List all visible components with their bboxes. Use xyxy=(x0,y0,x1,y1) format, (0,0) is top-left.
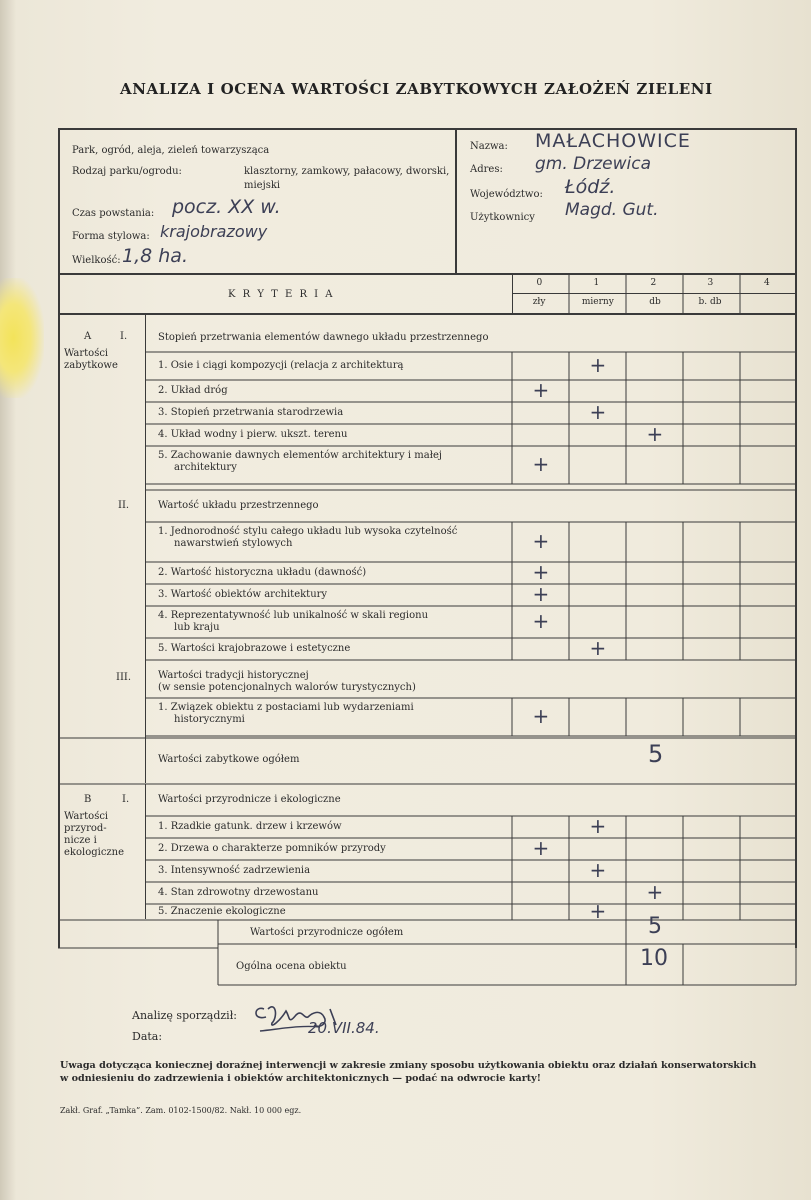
section-b-group-title: Wartości przyrodnicze i ekologiczne xyxy=(158,794,341,805)
forma-value: krajobrazowy xyxy=(160,222,268,241)
footer-note-line2: w odniesieniu do zadrzewienia i obiektów architektonicznych — podać na odwrocie karty! xyxy=(60,1073,541,1084)
a3-row-label-1: 1. Związek obiektu z postaciami lub wydarzeniami xyxy=(158,702,414,713)
checkmark: + xyxy=(532,609,550,633)
section-a-letter: A xyxy=(84,331,92,342)
section-b-roman1: I. xyxy=(122,794,130,805)
b-row-label-2: 2. Drzewa o charakterze pomników przyrody xyxy=(158,843,386,854)
section-a-roman1: I. xyxy=(120,331,128,342)
col-desc-0: zły xyxy=(532,297,546,307)
footer-note-line1: Uwaga dotycząca koniecznej doraźnej interwencji w zakresie zmiany sposobu użytkowania obiektu oraz działań konserwatorskich xyxy=(60,1060,757,1071)
col-desc-3: b. db xyxy=(698,297,722,307)
checkmark: + xyxy=(589,899,607,923)
a3-row-label-cont-1: historycznymi xyxy=(174,714,245,725)
a-total-label: Wartości zabytkowe ogółem xyxy=(158,754,300,765)
a2-row-label-4: 4. Reprezentatywność lub unikalność w skali regionu xyxy=(158,610,429,621)
forma-label: Forma stylowa: xyxy=(72,231,150,242)
nazwa-label: Nazwa: xyxy=(470,141,508,152)
group3-subtitle: (w sensie potencjonalnych walorów turystycznych) xyxy=(158,682,416,693)
section-a-roman3: III. xyxy=(116,672,132,683)
rodzaj-options-2: miejski xyxy=(244,180,281,191)
b-row-label-4: 4. Stan zdrowotny drzewostanu xyxy=(158,887,319,898)
col-number-0: 0 xyxy=(536,278,543,288)
page-title: ANALIZA I OCENA WARTOŚCI ZABYTKOWYCH ZAŁOŻEŃ ZIELENI xyxy=(120,80,713,98)
section-b-desc2: przyrod- xyxy=(64,823,107,834)
wojewodztwo-label: Województwo: xyxy=(470,189,543,200)
adres-value: gm. Drzewica xyxy=(535,154,652,174)
col-number-4: 4 xyxy=(764,278,770,288)
checkmark: + xyxy=(646,422,664,446)
group1-title: Stopień przetrwania elementów dawnego układu przestrzennego xyxy=(158,332,489,343)
section-a-desc: Wartości zabytkowe xyxy=(64,348,118,371)
a1-row-label-5: 5. Zachowanie dawnych elementów architektury i małej xyxy=(158,450,442,461)
col-desc-1: mierny xyxy=(581,297,614,307)
overall-label: Ogólna ocena obiektu xyxy=(236,961,347,972)
a2-row-label-3: 3. Wartość obiektów architektury xyxy=(158,589,328,600)
wielkosc-label: Wielkość: xyxy=(72,255,121,266)
group2-title: Wartość układu przestrzennego xyxy=(158,500,319,511)
checkmark: + xyxy=(646,880,664,904)
a1-row-label-2: 2. Układ dróg xyxy=(158,385,228,396)
col-number-2: 2 xyxy=(650,278,657,288)
nazwa-value: MAŁACHOWICE xyxy=(535,130,691,152)
checkmark: + xyxy=(532,582,550,606)
checkmark: + xyxy=(532,704,550,728)
col-desc-2: db xyxy=(649,297,661,307)
analiza-label: Analizę sporządził: xyxy=(132,1009,237,1022)
b-total-value: 5 xyxy=(648,914,662,939)
b-total-label: Wartości przyrodnicze ogółem xyxy=(250,927,404,938)
printer-imprint: Zakł. Graf. „Tamka”. Zam. 0102-1500/82. Nakł. 10 000 egz. xyxy=(60,1106,302,1115)
checkmark: + xyxy=(589,814,607,838)
a2-row-label-cont-4: lub kraju xyxy=(174,622,220,633)
czas-value: pocz. XX w. xyxy=(172,196,281,218)
a-total-value: 5 xyxy=(648,740,664,768)
col-number-3: 3 xyxy=(707,278,714,288)
rodzaj-options: klasztorny, zamkowy, pałacowy, dworski, xyxy=(244,166,450,177)
b-row-label-5: 5. Znaczenie ekologiczne xyxy=(158,906,286,917)
uzytkownicy-value: Magd. Gut. xyxy=(565,200,659,220)
a1-row-label-4: 4. Układ wodny i pierw. ukszt. terenu xyxy=(158,429,348,440)
b-row-label-3: 3. Intensywność zadrzewienia xyxy=(158,865,311,876)
section-a-roman2: II. xyxy=(118,500,130,511)
a1-row-label-1: 1. Osie i ciągi kompozycji (relacja z architekturą xyxy=(158,360,404,371)
section-b-letter: B xyxy=(84,794,92,805)
checkmark: + xyxy=(532,378,550,402)
wojewodztwo-value: Łódź. xyxy=(565,176,616,198)
a2-row-label-2: 2. Wartość historyczna układu (dawność) xyxy=(158,567,367,578)
section-b-desc1: Wartości xyxy=(64,811,109,822)
yellow-stain xyxy=(0,278,44,398)
checkmark: + xyxy=(532,529,550,553)
checkmark: + xyxy=(532,452,550,476)
object-type-line: Park, ogród, aleja, zieleń towarzysząca xyxy=(72,145,270,156)
a1-row-label-cont-5: architektury xyxy=(174,462,237,473)
overall-value: 10 xyxy=(640,946,668,971)
a2-row-label-5: 5. Wartości krajobrazowe i estetyczne xyxy=(158,643,351,654)
uzytkownicy-label: Użytkownicy xyxy=(470,212,535,223)
col-number-1: 1 xyxy=(593,278,600,288)
czas-label: Czas powstania: xyxy=(72,208,155,219)
b-row-label-1: 1. Rzadkie gatunk. drzew i krzewów xyxy=(158,821,342,832)
criteria-title: K R Y T E R I A xyxy=(228,289,335,300)
checkmark: + xyxy=(589,858,607,882)
checkmark: + xyxy=(532,560,550,584)
wielkosc-value: 1,8 ha. xyxy=(122,245,188,267)
a2-row-label-cont-1: nawarstwień stylowych xyxy=(174,538,293,549)
section-b-desc3: nicze i xyxy=(64,835,97,846)
data-label: Data: xyxy=(132,1030,163,1043)
adres-label: Adres: xyxy=(470,164,503,175)
a1-row-label-3: 3. Stopień przetrwania starodrzewia xyxy=(158,407,344,418)
checkmark: + xyxy=(532,836,550,860)
checkmark: + xyxy=(589,353,607,377)
data-value: 20.VII.84. xyxy=(308,1019,380,1037)
checkmark: + xyxy=(589,636,607,660)
checkmark: + xyxy=(589,400,607,424)
group3-title: Wartości tradycji historycznej xyxy=(158,670,309,681)
section-b-desc4: ekologiczne xyxy=(64,847,125,858)
rodzaj-label: Rodzaj parku/ogrodu: xyxy=(72,166,182,177)
a2-row-label-1: 1. Jednorodność stylu całego układu lub wysoka czytelność xyxy=(158,526,458,537)
